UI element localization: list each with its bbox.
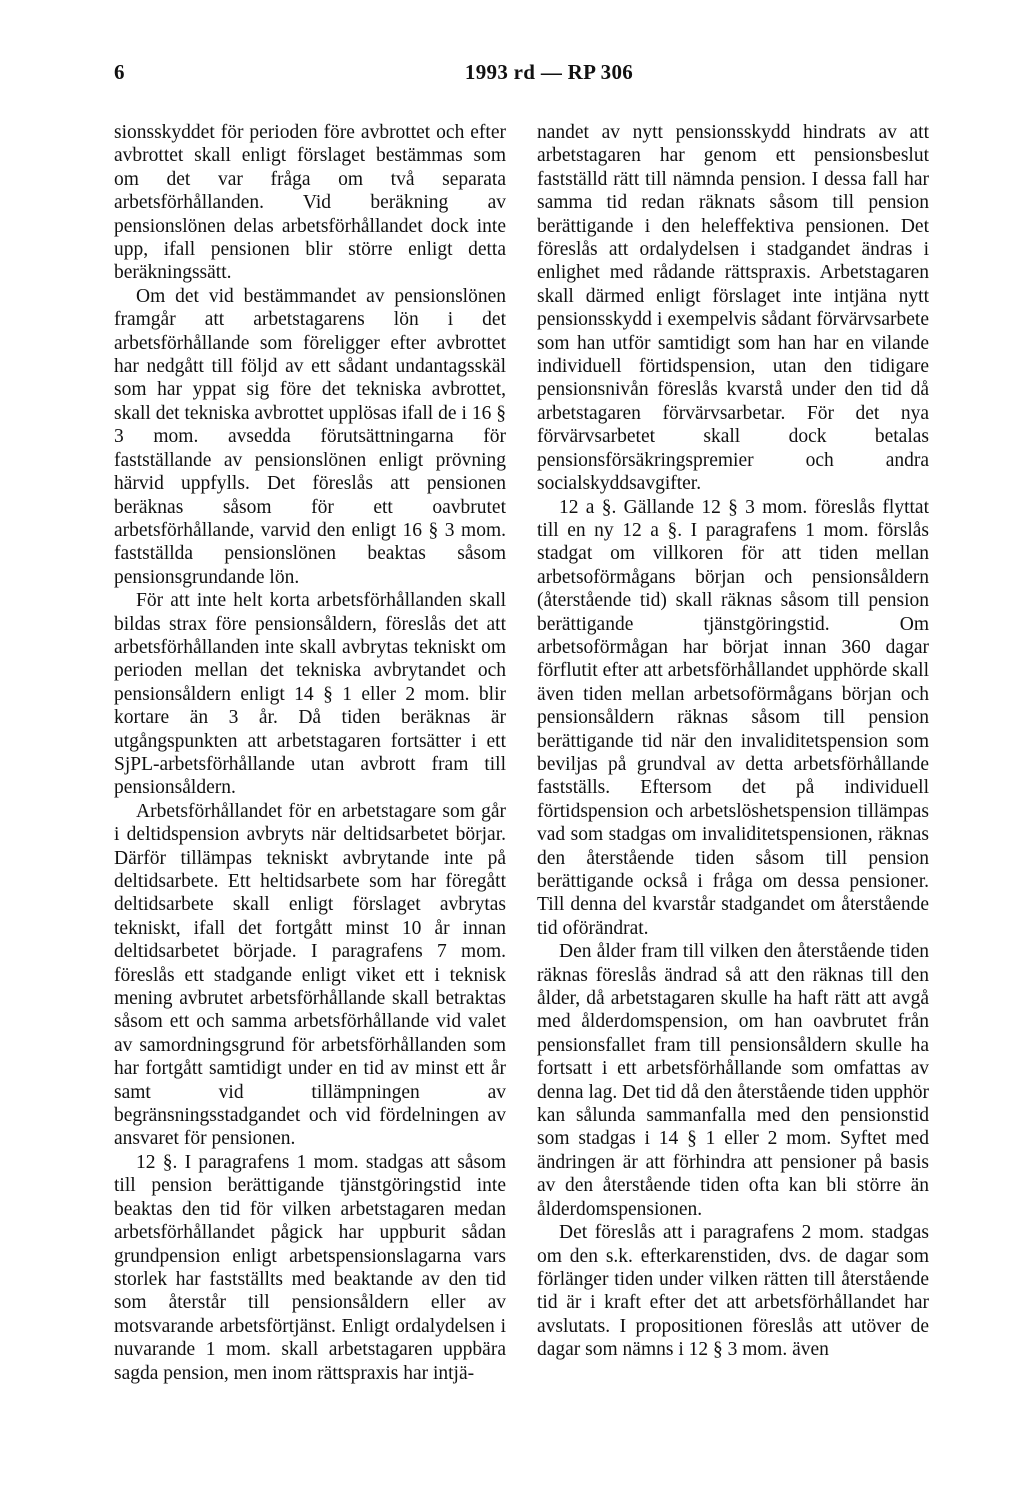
- paragraph: Om det vid bestämmandet av pensionslönen framgår att arbetstagarens lön i det arbetsförhållande som föreligger efter avbrottet har nedgått till följd av ett sådant undantagsskäl som har yppat sig före det tekniska avbrottet, skall det tekniska avbrottet upplösas ifall de i 16 § 3 mom. avsedda förutsättningarna för fastställande av pensionslönen enligt prövning härvid uppfylls. Det föreslås att pensionen beräknas såsom för ett oavbrutet arbetsförhållande, varvid den enligt 16 § 3 mom. fastställda pensionslönen beaktas såsom pensionsgrundande lön.: [114, 285, 506, 588]
- paragraph: sionsskyddet för perioden före avbrottet och efter avbrottet skall enligt förslaget bestämmas som om det var fråga om två separata arbetsförhållanden. Vid beräkning av pensionslönen delas arbetsförhållandet dock inte upp, ifall pensionen blir större enligt detta beräkningssätt.: [114, 122, 506, 284]
- running-title: 1993 rd — RP 306: [464, 60, 634, 84]
- page-header: [114, 60, 984, 90]
- paragraph: Arbetsförhållandet för en arbetstagare som går i deltidspension avbryts när deltidsarbetet börjar. Därför tillämpas tekniskt avbrytande inte på deltidsarbete. Ett heltidsarbete som har föregått deltidsarbete skall enligt förslaget avbrytas tekniskt, ifall det fortgått minst 10 år innan deltidsarbetet började. I paragrafens 7 mom. föreslås ett stadgande enligt viket ett i teknisk mening avbrutet arbetsförhållande skall betraktas såsom ett och samma arbetsförhållande vid valet av samordningsgrund för arbetsförhållanden som har fortgått samtidigt under en tid av minst ett år samt vid tillämpningen av begränsningsstadgandet och vid fördelningen av ansvaret för pensionen.: [114, 800, 506, 1150]
- paragraph: Den ålder fram till vilken den återstående tiden räknas föreslås ändrad så att den räknas till den ålder, då arbetstagaren skulle ha haft rätt att avgå med ålderdomspension, om han oavbrutet från pensionsfallet fram till pensionsåldern skulle ha fortsatt i ett arbetsförhållande som omfattas av denna lag. Det tid då den återstående tiden upphör kan sålunda sammanfalla med den pensionstid som stadgas i 14 § 1 eller 2 mom. Syftet med ändringen är att förhindra att pensioner på basis av den återstående tiden ofta kan bli större än ålderdomspensionen.: [537, 941, 929, 1220]
- right-column: [537, 121, 929, 1362]
- paragraph: nandet av nytt pensionsskydd hindrats av att arbetstagaren har genom ett pensionsbeslut fastställd rätt till nämnda pension. I dessa fall har samma tid redan räknats såsom till pension berättigande i den heleffektiva pensionen. Det föreslås att ordalydelsen i stadgandet ändras i enlighet med rådande rättspraxis. Arbetstagaren skall därmed enligt förslaget inte intjäna nytt pensionsskydd i exempelvis sådant förvärvsarbete som han utför samtidigt som han har en vilande individuell förtidspension, utan den tidigare pensionsnivån föreslås kvarstå under den tid då arbetstagaren förvärvsarbetar. För det nya förvärvsarbetet skall dock betalas pensionsförsäkringspremier och andra socialskyddsavgifter.: [537, 122, 929, 495]
- paragraph: Det föreslås att i paragrafens 2 mom. stadgas om den s.k. efterkarenstiden, dvs. de dagar som förlänger tiden under vilken rätten till återstående tid är i kraft efter det att arbetsförhållandet har avslutats. I propositionen föreslås att utöver de dagar som nämns i 12 § 3 mom. även: [537, 1222, 929, 1361]
- paragraph: För att inte helt korta arbetsförhållanden skall bildas strax före pensionsåldern, föreslås det att arbetsförhållanden inte skall avbrytas tekniskt om perioden mellan det tekniska avbrytandet och pensionsåldern enligt 14 § 1 eller 2 mom. blir kortare än 3 år. Då tiden beräknas är utgångspunkten att arbetstagaren fortsätter i ett SjPL-arbetsförhållande utan avbrott fram till pensionsåldern.: [114, 590, 506, 799]
- paragraph: 12 §. I paragrafens 1 mom. stadgas att såsom till pension berättigande tjänstgöringstid inte beaktas den tid för vilken arbetstagaren medan arbetsförhållandet pågick har uppburit sådan grundpension enligt arbetspensionslagarna vars storlek har fastställts med beaktande av den tid som återstår till pensionsåldern eller av motsvarande arbetsförtjänst. Enligt ordalydelsen i nuvarande 1 mom. skall arbetstagaren uppbära sagda pension, men inom rättspraxis har intjä-: [114, 1151, 506, 1384]
- left-column: [114, 121, 506, 1385]
- page-number: 6: [114, 60, 125, 84]
- paragraph: 12 a §. Gällande 12 § 3 mom. föreslås flyttat till en ny 12 a §. I paragrafens 1 mom. förslås stadgat om villkoren för att tiden mellan arbetsoförmågans början och pensionsåldern (återstående tid) skall räknas såsom till pension berättigande tjänstgöringstid. Om arbetsoförmågan har börjat innan 360 dagar förflutit efter att arbetsförhållandet upphörde skall även tiden mellan arbetsoförmågans början och pensionsåldern räknas såsom till pension berättigande tid när den invaliditetspension som beviljas på grundval av detta arbetsförhållande fastställs. Eftersom det på individuell förtidspension och arbetslöshetspension tillämpas vad som stadgas om invaliditetspensionen, räknas den återstående tiden såsom till pension berättigande också i fråga om dessa pensioner. Till denna del kvarstår stadgandet om återstående tid oförändrat.: [537, 496, 929, 939]
